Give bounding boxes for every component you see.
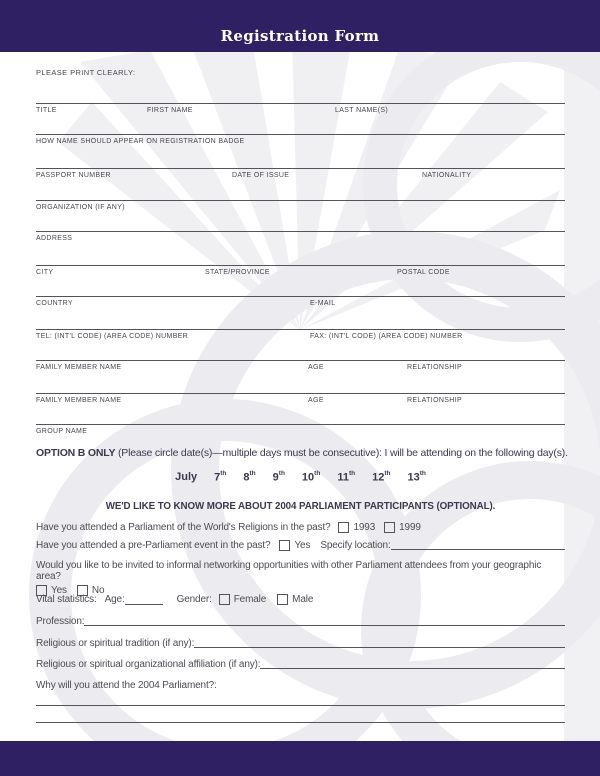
date-july-8[interactable]: 8th	[243, 470, 256, 484]
field-label-postal-code: POSTAL CODE	[397, 269, 450, 276]
checkbox-male[interactable]	[277, 594, 288, 605]
tradition-label: Religious or spiritual tradition (if any):	[36, 637, 195, 649]
question-attended-parliament	[36, 520, 565, 534]
header-bar	[0, 0, 600, 52]
field-label-last-names: LAST NAME(S)	[335, 107, 389, 114]
affiliation-input-line[interactable]	[260, 657, 565, 669]
badge-name-input-line[interactable]	[36, 134, 565, 149]
checkbox-label-female: Female	[233, 593, 267, 605]
checkbox-label-no: No	[91, 585, 105, 596]
field-label-state-province: STATE/PROVINCE	[205, 269, 270, 276]
field-label-badge-name: HOW NAME SHOULD APPEAR ON REGISTRATION BADGE	[36, 138, 245, 145]
vital-statistics-row	[36, 592, 565, 606]
question-text: Have you attended a pre-Parliament event in the past?	[36, 539, 271, 551]
date-july-7[interactable]: 7th	[214, 470, 227, 484]
field-label-group-name: GROUP NAME	[36, 428, 88, 435]
passport-input-line[interactable]	[36, 168, 565, 183]
organization-input-line[interactable]	[36, 200, 565, 215]
city-input-line[interactable]	[36, 265, 565, 280]
month-label: July	[175, 471, 198, 483]
field-label-address: ADDRESS	[36, 235, 73, 242]
why-attend-input-line-1[interactable]	[36, 705, 565, 706]
field-label-relationship: RELATIONSHIP	[407, 364, 463, 371]
field-label-age: AGE	[308, 364, 324, 371]
age-input-line[interactable]	[125, 594, 163, 605]
option-b-rest: (Please circle date(s)—multiple days must be consecutive): I will be attending on the following day(s).	[115, 447, 568, 459]
field-label-date-of-issue: DATE OF ISSUE	[232, 172, 290, 179]
question-text: Have you attended a Parliament of the World's Religions in the past?	[36, 521, 331, 533]
name-input-line[interactable]	[36, 103, 565, 118]
specify-location-input-line[interactable]	[391, 538, 565, 550]
field-label-email: E-MAIL	[310, 300, 336, 307]
group-name-input-line[interactable]	[36, 424, 565, 439]
why-attend-label: Why will you attend the 2004 Parliament?:	[36, 679, 217, 691]
date-july-10[interactable]: 10th	[301, 470, 321, 484]
why-attend-row	[36, 678, 565, 692]
field-label-city: CITY	[36, 269, 54, 276]
field-label-nationality: NATIONALITY	[422, 172, 472, 179]
checkbox-label-yes: Yes	[294, 539, 311, 551]
print-clearly-note: PLEASE PRINT CLEARLY:	[36, 68, 136, 77]
footer-bar	[0, 741, 600, 776]
survey-heading: WE'D LIKE TO KNOW MORE ABOUT 2004 PARLIAMENT PARTICIPANTS (OPTIONAL).	[105, 501, 496, 512]
field-label-title: TITLE	[36, 107, 57, 114]
option-b-instruction	[36, 447, 568, 459]
profession-input-line[interactable]	[84, 614, 565, 626]
affiliation-row	[36, 657, 565, 671]
question-text: Would you like to be invited to informal networking opportunities with other Parliament attendees from your geographic area?	[36, 560, 542, 582]
gender-label: Gender:	[176, 593, 212, 605]
checkbox-label-1999: 1999	[399, 521, 421, 533]
field-label-family-member-name: FAMILY MEMBER NAME	[36, 364, 122, 371]
date-july-13[interactable]: 13th	[407, 470, 426, 484]
specify-location-label: Specify location:	[320, 539, 391, 551]
july-dates-row	[36, 471, 565, 484]
family-member-2-input-line[interactable]	[36, 393, 565, 408]
checkbox-pre-parliament-yes[interactable]	[279, 540, 290, 551]
date-july-9[interactable]: 9th	[272, 470, 285, 484]
tradition-row	[36, 636, 565, 650]
vital-statistics-label: Vital statistics:	[36, 593, 97, 605]
field-label-country: COUNTRY	[36, 300, 73, 307]
profession-label: Profession:	[36, 615, 85, 627]
field-label-fax: FAX: (INT'L CODE) (AREA CODE) NUMBER	[310, 333, 463, 340]
field-label-organization: ORGANIZATION (IF ANY)	[36, 204, 125, 211]
tel-fax-input-line[interactable]	[36, 329, 565, 344]
field-label-tel: TEL: (INT'L CODE) (AREA CODE) NUMBER	[36, 333, 189, 340]
checkbox-1993[interactable]	[338, 522, 349, 533]
checkbox-label-1993: 1993	[353, 521, 376, 533]
checkbox-1999[interactable]	[384, 522, 395, 533]
page-title: Registration Form	[220, 27, 380, 45]
date-july-11[interactable]: 11th	[337, 470, 356, 484]
option-b-bold: OPTION B ONLY	[36, 447, 116, 459]
field-label-relationship: RELATIONSHIP	[407, 397, 463, 404]
profession-row	[36, 614, 565, 628]
affiliation-label: Religious or spiritual organizational affiliation (if any):	[36, 658, 261, 670]
tradition-input-line[interactable]	[194, 636, 565, 648]
why-attend-input-line-2[interactable]	[36, 722, 565, 723]
question-pre-parliament	[36, 538, 565, 552]
country-input-line[interactable]	[36, 296, 565, 311]
field-label-passport-number: PASSPORT NUMBER	[36, 172, 111, 179]
question-networking	[36, 560, 565, 596]
field-label-family-member-name: FAMILY MEMBER NAME	[36, 397, 122, 404]
field-label-age: AGE	[308, 397, 324, 404]
age-label: Age:	[104, 593, 125, 605]
field-label-first-name: FIRST NAME	[147, 107, 193, 114]
address-input-line[interactable]	[36, 231, 565, 246]
date-july-12[interactable]: 12th	[372, 470, 391, 484]
checkbox-female[interactable]	[219, 594, 230, 605]
family-member-1-input-line[interactable]	[36, 360, 565, 375]
checkbox-label-male: Male	[292, 593, 314, 605]
checkbox-label-yes: Yes	[51, 585, 67, 596]
